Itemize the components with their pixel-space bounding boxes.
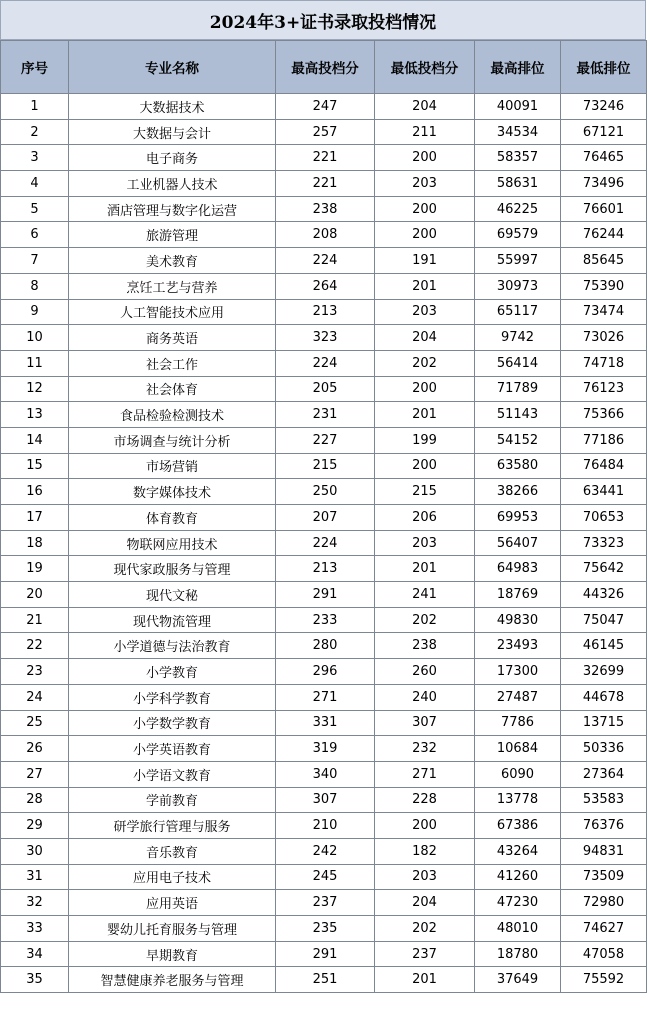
header-row: [1, 41, 647, 94]
max-rank-cell: 40091: [475, 94, 561, 120]
table-row: [1, 479, 647, 505]
max-rank-cell: 37649: [475, 967, 561, 993]
min-rank-cell: 74627: [561, 916, 647, 942]
row-index-cell: 28: [1, 787, 69, 813]
min-score-cell: 202: [375, 607, 475, 633]
max-score-cell: 224: [276, 248, 375, 274]
table-row: [1, 967, 647, 993]
row-index-cell: 12: [1, 376, 69, 402]
max-score-cell: 307: [276, 787, 375, 813]
max-score-cell: 224: [276, 350, 375, 376]
min-rank-cell: 44678: [561, 684, 647, 710]
table-row: [1, 890, 647, 916]
max-score-cell: 245: [276, 864, 375, 890]
row-index-cell: 21: [1, 607, 69, 633]
row-index-cell: 26: [1, 736, 69, 762]
major-name-cell: 音乐教育: [69, 838, 276, 864]
max-score-cell: 238: [276, 196, 375, 222]
max-score-cell: 251: [276, 967, 375, 993]
min-rank-cell: 70653: [561, 505, 647, 531]
major-name-cell: 市场调查与统计分析: [69, 427, 276, 453]
min-rank-cell: 73323: [561, 530, 647, 556]
row-index-cell: 25: [1, 710, 69, 736]
min-rank-cell: 53583: [561, 787, 647, 813]
min-score-cell: 201: [375, 402, 475, 428]
row-index-cell: 17: [1, 505, 69, 531]
max-score-cell: 207: [276, 505, 375, 531]
max-rank-cell: 56414: [475, 350, 561, 376]
table-row: [1, 813, 647, 839]
min-score-cell: 204: [375, 94, 475, 120]
major-name-cell: 现代文秘: [69, 582, 276, 608]
major-name-cell: 人工智能技术应用: [69, 299, 276, 325]
min-score-cell: 200: [375, 453, 475, 479]
min-score-cell: 200: [375, 376, 475, 402]
table-row: [1, 941, 647, 967]
row-index-cell: 15: [1, 453, 69, 479]
table-row: [1, 864, 647, 890]
max-score-cell: 280: [276, 633, 375, 659]
max-rank-cell: 48010: [475, 916, 561, 942]
table-row: [1, 171, 647, 197]
max-score-cell: 264: [276, 273, 375, 299]
min-rank-cell: 77186: [561, 427, 647, 453]
min-score-cell: 201: [375, 556, 475, 582]
max-rank-cell: 6090: [475, 761, 561, 787]
row-index-cell: 22: [1, 633, 69, 659]
min-rank-cell: 72980: [561, 890, 647, 916]
max-score-cell: 340: [276, 761, 375, 787]
min-rank-cell: 94831: [561, 838, 647, 864]
max-rank-cell: 10684: [475, 736, 561, 762]
major-name-cell: 小学教育: [69, 659, 276, 685]
min-rank-cell: 47058: [561, 941, 647, 967]
max-score-cell: 205: [276, 376, 375, 402]
min-score-cell: 240: [375, 684, 475, 710]
table-title: 2024年3+证书录取投档情况: [0, 0, 646, 40]
row-index-cell: 6: [1, 222, 69, 248]
min-rank-cell: 46145: [561, 633, 647, 659]
major-name-cell: 数字媒体技术: [69, 479, 276, 505]
major-name-cell: 智慧健康养老服务与管理: [69, 967, 276, 993]
min-score-cell: 203: [375, 171, 475, 197]
table-row: [1, 119, 647, 145]
table-row: [1, 376, 647, 402]
table-row: [1, 530, 647, 556]
table-row: [1, 787, 647, 813]
table-row: [1, 505, 647, 531]
row-index-cell: 7: [1, 248, 69, 274]
header-major-name: 专业名称: [69, 41, 276, 94]
major-name-cell: 早期教育: [69, 941, 276, 967]
table-row: [1, 299, 647, 325]
table-row: [1, 736, 647, 762]
table-row: [1, 427, 647, 453]
min-score-cell: 238: [375, 633, 475, 659]
max-rank-cell: 63580: [475, 453, 561, 479]
min-score-cell: 206: [375, 505, 475, 531]
min-rank-cell: 85645: [561, 248, 647, 274]
min-score-cell: 241: [375, 582, 475, 608]
max-score-cell: 235: [276, 916, 375, 942]
major-name-cell: 小学数学教育: [69, 710, 276, 736]
major-name-cell: 大数据与会计: [69, 119, 276, 145]
max-rank-cell: 56407: [475, 530, 561, 556]
major-name-cell: 旅游管理: [69, 222, 276, 248]
max-rank-cell: 18780: [475, 941, 561, 967]
major-name-cell: 美术教育: [69, 248, 276, 274]
header-max-score: 最高投档分: [276, 41, 375, 94]
table-row: [1, 196, 647, 222]
max-rank-cell: 13778: [475, 787, 561, 813]
min-rank-cell: 76376: [561, 813, 647, 839]
max-score-cell: 271: [276, 684, 375, 710]
major-name-cell: 市场营销: [69, 453, 276, 479]
row-index-cell: 33: [1, 916, 69, 942]
min-score-cell: 202: [375, 916, 475, 942]
table-row: [1, 273, 647, 299]
major-name-cell: 小学道德与法治教育: [69, 633, 276, 659]
major-name-cell: 学前教育: [69, 787, 276, 813]
min-score-cell: 182: [375, 838, 475, 864]
max-rank-cell: 46225: [475, 196, 561, 222]
table-row: [1, 582, 647, 608]
major-name-cell: 体育教育: [69, 505, 276, 531]
min-score-cell: 204: [375, 890, 475, 916]
min-rank-cell: 75047: [561, 607, 647, 633]
min-rank-cell: 63441: [561, 479, 647, 505]
min-rank-cell: 13715: [561, 710, 647, 736]
min-score-cell: 202: [375, 350, 475, 376]
min-score-cell: 228: [375, 787, 475, 813]
max-score-cell: 227: [276, 427, 375, 453]
max-score-cell: 221: [276, 145, 375, 171]
max-score-cell: 331: [276, 710, 375, 736]
row-index-cell: 16: [1, 479, 69, 505]
header-min-rank: 最低排位: [561, 41, 647, 94]
min-score-cell: 201: [375, 273, 475, 299]
max-rank-cell: 41260: [475, 864, 561, 890]
row-index-cell: 5: [1, 196, 69, 222]
major-name-cell: 应用电子技术: [69, 864, 276, 890]
min-rank-cell: 76601: [561, 196, 647, 222]
min-score-cell: 203: [375, 299, 475, 325]
max-rank-cell: 7786: [475, 710, 561, 736]
major-name-cell: 电子商务: [69, 145, 276, 171]
table-row: [1, 248, 647, 274]
row-index-cell: 23: [1, 659, 69, 685]
max-score-cell: 319: [276, 736, 375, 762]
max-rank-cell: 65117: [475, 299, 561, 325]
max-rank-cell: 51143: [475, 402, 561, 428]
table-row: [1, 633, 647, 659]
max-rank-cell: 43264: [475, 838, 561, 864]
major-name-cell: 小学英语教育: [69, 736, 276, 762]
min-rank-cell: 44326: [561, 582, 647, 608]
min-rank-cell: 73026: [561, 325, 647, 351]
max-score-cell: 291: [276, 941, 375, 967]
min-rank-cell: 75592: [561, 967, 647, 993]
max-score-cell: 296: [276, 659, 375, 685]
min-rank-cell: 74718: [561, 350, 647, 376]
major-name-cell: 社会体育: [69, 376, 276, 402]
max-score-cell: 323: [276, 325, 375, 351]
major-name-cell: 小学语文教育: [69, 761, 276, 787]
min-score-cell: 211: [375, 119, 475, 145]
min-rank-cell: 76465: [561, 145, 647, 171]
max-score-cell: 247: [276, 94, 375, 120]
max-rank-cell: 55997: [475, 248, 561, 274]
table-row: [1, 684, 647, 710]
row-index-cell: 19: [1, 556, 69, 582]
row-index-cell: 14: [1, 427, 69, 453]
row-index-cell: 20: [1, 582, 69, 608]
table-row: [1, 453, 647, 479]
min-score-cell: 203: [375, 530, 475, 556]
max-rank-cell: 34534: [475, 119, 561, 145]
table-row: [1, 838, 647, 864]
row-index-cell: 2: [1, 119, 69, 145]
row-index-cell: 10: [1, 325, 69, 351]
row-index-cell: 1: [1, 94, 69, 120]
min-rank-cell: 27364: [561, 761, 647, 787]
max-rank-cell: 67386: [475, 813, 561, 839]
major-name-cell: 应用英语: [69, 890, 276, 916]
max-score-cell: 213: [276, 299, 375, 325]
row-index-cell: 35: [1, 967, 69, 993]
max-score-cell: 233: [276, 607, 375, 633]
min-score-cell: 260: [375, 659, 475, 685]
max-rank-cell: 9742: [475, 325, 561, 351]
max-score-cell: 213: [276, 556, 375, 582]
min-score-cell: 201: [375, 967, 475, 993]
min-score-cell: 232: [375, 736, 475, 762]
admission-table: [0, 40, 647, 993]
max-score-cell: 242: [276, 838, 375, 864]
major-name-cell: 婴幼儿托育服务与管理: [69, 916, 276, 942]
header-max-rank: 最高排位: [475, 41, 561, 94]
row-index-cell: 32: [1, 890, 69, 916]
row-index-cell: 18: [1, 530, 69, 556]
max-score-cell: 210: [276, 813, 375, 839]
max-rank-cell: 18769: [475, 582, 561, 608]
major-name-cell: 工业机器人技术: [69, 171, 276, 197]
table-row: [1, 607, 647, 633]
max-rank-cell: 58631: [475, 171, 561, 197]
max-rank-cell: 27487: [475, 684, 561, 710]
table-row: [1, 916, 647, 942]
min-rank-cell: 75642: [561, 556, 647, 582]
max-score-cell: 250: [276, 479, 375, 505]
min-score-cell: 215: [375, 479, 475, 505]
max-score-cell: 224: [276, 530, 375, 556]
table-row: [1, 325, 647, 351]
major-name-cell: 研学旅行管理与服务: [69, 813, 276, 839]
min-rank-cell: 76244: [561, 222, 647, 248]
min-rank-cell: 76123: [561, 376, 647, 402]
row-index-cell: 30: [1, 838, 69, 864]
max-score-cell: 221: [276, 171, 375, 197]
min-score-cell: 200: [375, 813, 475, 839]
min-score-cell: 191: [375, 248, 475, 274]
row-index-cell: 11: [1, 350, 69, 376]
major-name-cell: 现代物流管理: [69, 607, 276, 633]
max-rank-cell: 49830: [475, 607, 561, 633]
table-row: [1, 710, 647, 736]
table-row: [1, 402, 647, 428]
min-rank-cell: 73474: [561, 299, 647, 325]
min-score-cell: 203: [375, 864, 475, 890]
max-rank-cell: 30973: [475, 273, 561, 299]
min-score-cell: 307: [375, 710, 475, 736]
max-rank-cell: 64983: [475, 556, 561, 582]
major-name-cell: 酒店管理与数字化运营: [69, 196, 276, 222]
header-index: 序号: [1, 41, 69, 94]
max-score-cell: 215: [276, 453, 375, 479]
max-score-cell: 208: [276, 222, 375, 248]
max-score-cell: 237: [276, 890, 375, 916]
min-rank-cell: 76484: [561, 453, 647, 479]
min-score-cell: 237: [375, 941, 475, 967]
row-index-cell: 8: [1, 273, 69, 299]
max-score-cell: 291: [276, 582, 375, 608]
major-name-cell: 社会工作: [69, 350, 276, 376]
header-min-score: 最低投档分: [375, 41, 475, 94]
major-name-cell: 烹饪工艺与营养: [69, 273, 276, 299]
max-rank-cell: 17300: [475, 659, 561, 685]
min-rank-cell: 73509: [561, 864, 647, 890]
row-index-cell: 29: [1, 813, 69, 839]
min-rank-cell: 75366: [561, 402, 647, 428]
max-rank-cell: 69953: [475, 505, 561, 531]
row-index-cell: 4: [1, 171, 69, 197]
table-row: [1, 350, 647, 376]
min-score-cell: 199: [375, 427, 475, 453]
row-index-cell: 9: [1, 299, 69, 325]
major-name-cell: 物联网应用技术: [69, 530, 276, 556]
table-row: [1, 761, 647, 787]
min-score-cell: 200: [375, 222, 475, 248]
min-rank-cell: 32699: [561, 659, 647, 685]
max-rank-cell: 69579: [475, 222, 561, 248]
min-rank-cell: 50336: [561, 736, 647, 762]
max-rank-cell: 58357: [475, 145, 561, 171]
major-name-cell: 大数据技术: [69, 94, 276, 120]
max-rank-cell: 54152: [475, 427, 561, 453]
min-score-cell: 271: [375, 761, 475, 787]
min-score-cell: 204: [375, 325, 475, 351]
table-body: [1, 94, 647, 993]
row-index-cell: 27: [1, 761, 69, 787]
row-index-cell: 24: [1, 684, 69, 710]
table-row: [1, 94, 647, 120]
major-name-cell: 小学科学教育: [69, 684, 276, 710]
major-name-cell: 商务英语: [69, 325, 276, 351]
max-score-cell: 231: [276, 402, 375, 428]
table-row: [1, 659, 647, 685]
max-rank-cell: 71789: [475, 376, 561, 402]
major-name-cell: 现代家政服务与管理: [69, 556, 276, 582]
min-score-cell: 200: [375, 145, 475, 171]
row-index-cell: 31: [1, 864, 69, 890]
min-rank-cell: 73496: [561, 171, 647, 197]
max-score-cell: 257: [276, 119, 375, 145]
row-index-cell: 34: [1, 941, 69, 967]
max-rank-cell: 38266: [475, 479, 561, 505]
major-name-cell: 食品检验检测技术: [69, 402, 276, 428]
min-rank-cell: 67121: [561, 119, 647, 145]
row-index-cell: 13: [1, 402, 69, 428]
table-row: [1, 145, 647, 171]
max-rank-cell: 47230: [475, 890, 561, 916]
table-row: [1, 556, 647, 582]
min-rank-cell: 73246: [561, 94, 647, 120]
max-rank-cell: 23493: [475, 633, 561, 659]
table-row: [1, 222, 647, 248]
row-index-cell: 3: [1, 145, 69, 171]
min-score-cell: 200: [375, 196, 475, 222]
min-rank-cell: 75390: [561, 273, 647, 299]
